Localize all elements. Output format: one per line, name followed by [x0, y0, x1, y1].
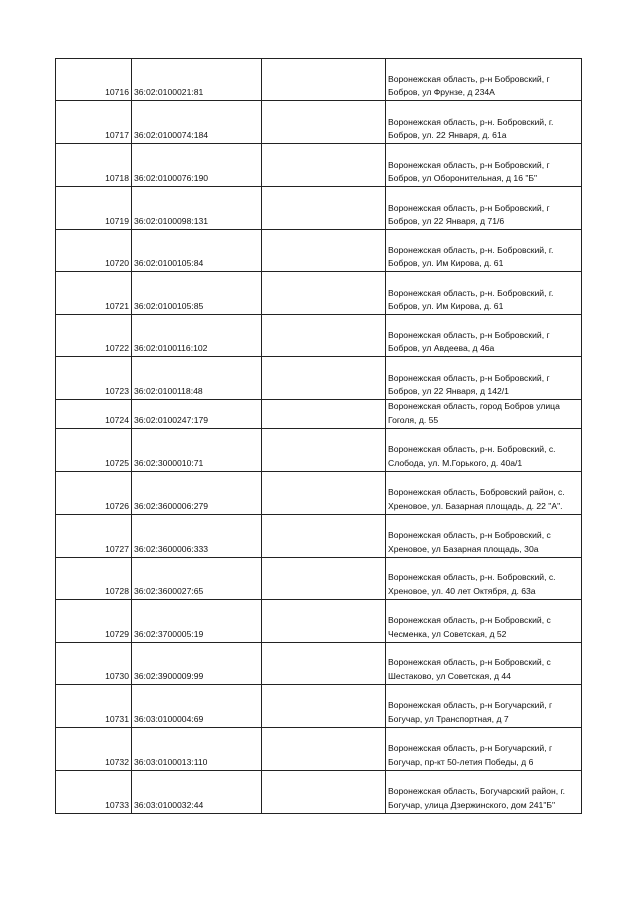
empty-cell [262, 514, 386, 557]
cadastral-number: 36:02:3600027:65 [132, 557, 262, 599]
table-row [56, 514, 582, 557]
table-row [56, 642, 582, 684]
cadastral-number: 36:02:3600006:333 [132, 514, 262, 557]
address-cell: Воронежская область, р-н Богучарский, г Богучар, пр-кт 50-летия Победы, д 6 [386, 727, 582, 770]
address-cell: Воронежская область, город Бобров улица Гоголя, д. 55 [386, 400, 582, 429]
address-cell: Воронежская область, р-н Бобровский, г Бобров, ул Оборонительная, д 16 "Б" [386, 144, 582, 187]
address-cell: Воронежская область, р-н. Бобровский, с. Слобода, ул. М.Горького, д. 40а/1 [386, 428, 582, 471]
empty-cell [262, 144, 386, 187]
address-cell: Воронежская область, р-н Бобровский, с Хреновое, ул Базарная площадь, 30а [386, 514, 582, 557]
address-cell: Воронежская область, р-н Бобровский, с Чесменка, ул Советская, д 52 [386, 599, 582, 642]
empty-cell [262, 599, 386, 642]
cadastral-number: 36:03:0100032:44 [132, 770, 262, 813]
address-cell: Воронежская область, р-н. Бобровский, с. Хреновое, ул. 40 лет Октября, д. 63а [386, 557, 582, 599]
empty-cell [262, 315, 386, 357]
address-cell: Воронежская область, р-н Бобровский, г Бобров, ул Фрунзе, д 234А [386, 59, 582, 101]
table-body [56, 59, 582, 814]
empty-cell [262, 642, 386, 684]
cadastral-number: 36:02:0100116:102 [132, 315, 262, 357]
table-row [56, 230, 582, 272]
cadastral-number: 36:02:0100021:81 [132, 59, 262, 101]
table-row [56, 471, 582, 514]
empty-cell [262, 428, 386, 471]
table-row [56, 400, 582, 429]
cadastral-number: 36:02:0100247:179 [132, 400, 262, 429]
address-cell: Воронежская область, р-н Бобровский, с Шестаково, ул Советская, д 44 [386, 642, 582, 684]
empty-cell [262, 59, 386, 101]
row-number: 10718 [56, 144, 132, 187]
empty-cell [262, 187, 386, 230]
row-number: 10731 [56, 684, 132, 727]
empty-cell [262, 770, 386, 813]
row-number: 10716 [56, 59, 132, 101]
address-cell: Воронежская область, р-н Бобровский, г Бобров, ул 22 Января, д 142/1 [386, 357, 582, 400]
table-row [56, 144, 582, 187]
cadastral-number: 36:02:3900009:99 [132, 642, 262, 684]
address-cell: Воронежская область, р-н Бобровский, г Бобров, ул 22 Января, д 71/6 [386, 187, 582, 230]
empty-cell [262, 101, 386, 144]
property-table [55, 58, 582, 814]
row-number: 10728 [56, 557, 132, 599]
table-row [56, 599, 582, 642]
address-cell: Воронежская область, Богучарский район, г. Богучар, улица Дзержинского, дом 241"Б" [386, 770, 582, 813]
table-row [56, 101, 582, 144]
cadastral-number: 36:03:0100013:110 [132, 727, 262, 770]
table-row [56, 684, 582, 727]
cadastral-number: 36:02:0100105:84 [132, 230, 262, 272]
address-cell: Воронежская область, р-н Богучарский, г Богучар, ул Транспортная, д 7 [386, 684, 582, 727]
empty-cell [262, 471, 386, 514]
row-number: 10730 [56, 642, 132, 684]
cadastral-number: 36:02:0100105:85 [132, 272, 262, 315]
row-number: 10719 [56, 187, 132, 230]
row-number: 10725 [56, 428, 132, 471]
empty-cell [262, 272, 386, 315]
address-cell: Воронежская область, р-н. Бобровский, г. Бобров, ул. Им Кирова, д. 61 [386, 230, 582, 272]
row-number: 10727 [56, 514, 132, 557]
cadastral-number: 36:02:0100076:190 [132, 144, 262, 187]
row-number: 10726 [56, 471, 132, 514]
row-number: 10724 [56, 400, 132, 429]
row-number: 10717 [56, 101, 132, 144]
table-row [56, 315, 582, 357]
address-cell: Воронежская область, р-н. Бобровский, г. Бобров, ул. Им Кирова, д. 61 [386, 272, 582, 315]
row-number: 10721 [56, 272, 132, 315]
cadastral-number: 36:02:3600006:279 [132, 471, 262, 514]
cadastral-number: 36:03:0100004:69 [132, 684, 262, 727]
row-number: 10733 [56, 770, 132, 813]
empty-cell [262, 230, 386, 272]
empty-cell [262, 727, 386, 770]
address-cell: Воронежская область, Бобровский район, с. Хреновое, ул. Базарная площадь, д. 22 "А". [386, 471, 582, 514]
row-number: 10732 [56, 727, 132, 770]
table-row [56, 428, 582, 471]
cadastral-number: 36:02:3000010:71 [132, 428, 262, 471]
table-row [56, 187, 582, 230]
table-row [56, 357, 582, 400]
row-number: 10722 [56, 315, 132, 357]
row-number: 10729 [56, 599, 132, 642]
table-row [56, 557, 582, 599]
row-number: 10723 [56, 357, 132, 400]
address-cell: Воронежская область, р-н Бобровский, г Бобров, ул Авдеева, д 46а [386, 315, 582, 357]
empty-cell [262, 684, 386, 727]
empty-cell [262, 557, 386, 599]
row-number: 10720 [56, 230, 132, 272]
address-cell: Воронежская область, р-н. Бобровский, г. Бобров, ул. 22 Января, д. 61а [386, 101, 582, 144]
cadastral-number: 36:02:0100074:184 [132, 101, 262, 144]
table-row [56, 770, 582, 813]
cadastral-number: 36:02:0100098:131 [132, 187, 262, 230]
empty-cell [262, 357, 386, 400]
empty-cell [262, 400, 386, 429]
cadastral-number: 36:02:0100118:48 [132, 357, 262, 400]
table-row [56, 727, 582, 770]
cadastral-number: 36:02:3700005:19 [132, 599, 262, 642]
table-row [56, 59, 582, 101]
table-row [56, 272, 582, 315]
